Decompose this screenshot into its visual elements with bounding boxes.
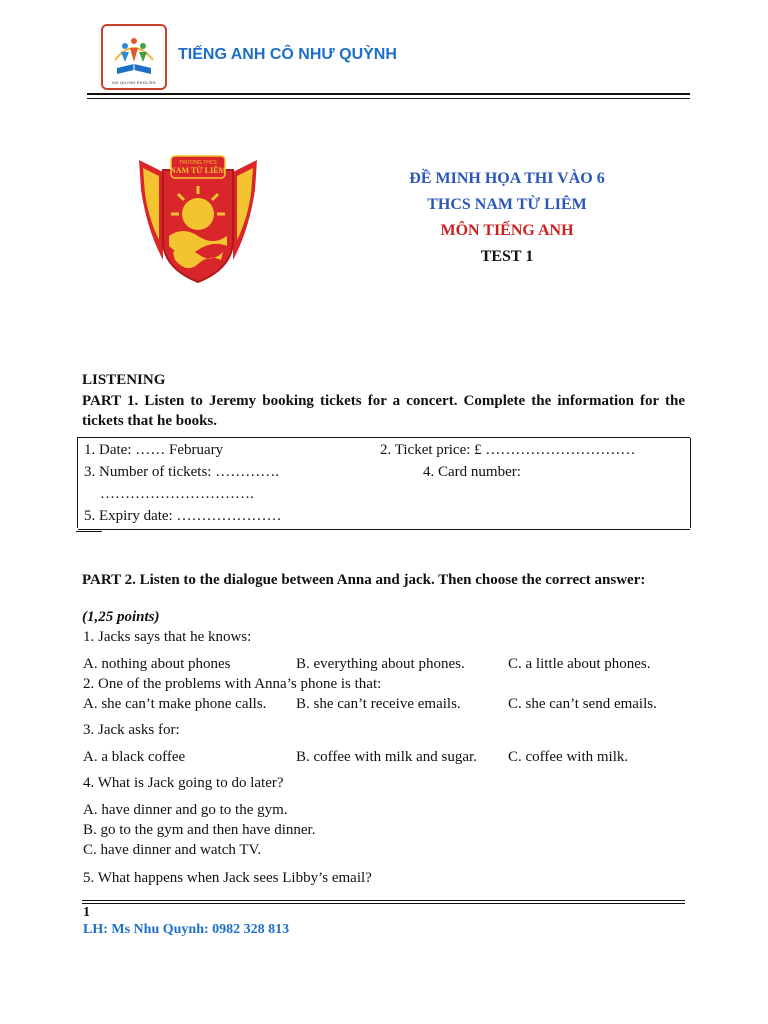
question-5: 5. What happens when Jack sees Libby’s email? [83,870,372,886]
question-2-option-a: A. she can’t make phone calls. [83,696,267,712]
question-4-option-b: B. go to the gym and then have dinner. [83,822,316,838]
title-line-4: TEST 1 [480,248,534,265]
brand-title: TIẾNG ANH CÔ NHƯ QUỲNH [178,46,397,63]
footer-rule-thin [82,903,685,904]
question-4-option-c: C. have dinner and watch TV. [83,842,262,858]
section-heading: LISTENING [82,372,166,388]
brand-logo [101,24,167,90]
logo-text: MS QUYNH ENGLISH [112,80,156,85]
question-1-option-c: C. a little about phones. [508,656,651,672]
header-rule-thin [87,98,690,99]
box-number-tickets: 3. Number of tickets: …………. [84,464,279,480]
box-ticket-price: 2. Ticket price: £ ………………………… [380,442,636,458]
part2-points: (1,25 points) [82,609,160,625]
question-2: 2. One of the problems with Anna’s phone is that: [83,676,382,692]
title-line-1: ĐỀ MINH HỌA THI VÀO 6 [409,170,605,187]
box-date: 1. Date: …… February [84,442,224,458]
part2-instructions: PART 2. Listen to the dialogue between Anna and jack. Then choose the correct answer: [82,572,646,588]
question-3-option-b: B. coffee with milk and sugar. [296,749,477,765]
exam-title [300,166,714,270]
question-4-option-a: A. have dinner and go to the gym. [83,802,288,818]
question-4: 4. What is Jack going to do later? [83,775,284,791]
box-card-number: 4. Card number: [423,464,521,480]
question-3-option-c: C. coffee with milk. [508,749,629,765]
box-expiry-date: 5. Expiry date: ………………… [84,508,282,524]
footer-rule [82,900,685,901]
question-1: 1. Jacks says that he knows: [83,629,252,645]
title-line-3: MÔN TIẾNG ANH [440,222,574,239]
crest-school-top: TRƯỜNG THCS [179,160,217,166]
contact-info: LH: Ms Nhu Quynh: 0982 328 813 [83,922,290,937]
title-line-2: THCS NAM TỪ LIÊM [427,196,587,213]
header-rule [87,93,690,95]
school-crest [133,150,263,291]
box-card-dots: …………………………. [100,486,254,502]
question-3: 3. Jack asks for: [83,722,180,738]
ticket-info-box [77,437,690,528]
part1-instructions: PART 1. Listen to Jeremy booking tickets for a concert. Complete the information for the tickets that he books. [82,393,685,429]
page-number: 1 [83,905,90,920]
crest-school-name: NAM TỪ LIÊM [170,166,226,175]
question-1-option-b: B. everything about phones. [296,656,465,672]
question-3-option-a: A. a black coffee [83,749,186,765]
question-2-option-c: C. she can’t send emails. [508,696,657,712]
question-2-option-b: B. she can’t receive emails. [296,696,461,712]
question-1-option-a: A. nothing about phones [83,656,231,672]
